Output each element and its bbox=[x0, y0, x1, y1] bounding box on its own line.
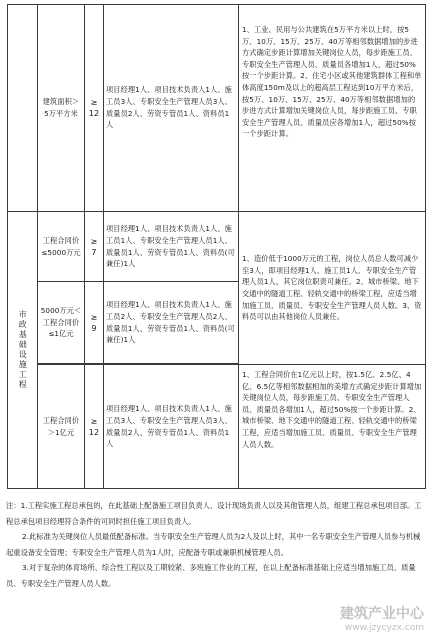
staff-text: 项目经理1人、项目技术负责人1人、施工员3人、专职安全生产管理人员3人、质量员2人、劳资专管员1人、资料员1人 bbox=[106, 404, 232, 449]
staff-text: 项目经理1人、项目技术负责人1人、施工员2人、专职安全生产管理人员2人、质量员1人、劳资专管员1人、资料员(可兼任)1人 bbox=[106, 300, 235, 345]
ge-symbol: ≥ bbox=[90, 236, 98, 246]
staff-cell bbox=[106, 282, 236, 363]
scale-cell bbox=[40, 282, 82, 363]
category-cell bbox=[8, 212, 37, 488]
count-cell bbox=[85, 4, 103, 211]
note-2: 2.此标准为关键岗位人员最低配备标准。当专职安全生产管理人员为2人及以上时，其中一名专职安全生产管理人员参与机械起重设备安全管理；专职安全生产管理人员为1人时，应配备专职或兼职机械管理人员。 bbox=[6, 532, 421, 557]
count-cell bbox=[85, 365, 103, 488]
rule bbox=[238, 4, 239, 489]
ge-symbol: ≥ bbox=[90, 97, 98, 107]
staff-text: 项目经理1人、项目技术负责人1人、施工员1人、专职安全生产管理人员1人、质量员1人、劳资专管员1人、资料员(可兼任)1人 bbox=[106, 224, 235, 269]
rule bbox=[7, 488, 425, 489]
count-cell bbox=[85, 282, 103, 363]
scale-text: 工程合同价≤5000万元 bbox=[41, 235, 81, 257]
remark-text: 1、造价低于1000万元的工程，岗位人员总人数可减少至3人，即项目经理1人、施工员1人、专职安全生产管理人员1人，其它岗位职责可兼任。2、城市桥梁、地下交通中的隧道工程、轻轨交通中的桥梁工程，应适当增加施工员、质量员、专职安全生产管理人员人数。3、资料员可以由其他岗位人员兼任。 bbox=[242, 254, 422, 322]
note-3: 3.对于复杂的体育场所、综合性工程以及工期较紧、多班施工作业的工程，在以上配备标准基础上应适当增加施工员、质量员、专职安全生产管理人员人数。 bbox=[6, 563, 416, 588]
remark-text: 1、工业、民用与公共建筑在5万平方米以上时，按5万、10万、15万、25万、40万等相邻数据增加的步进方式确定步距计算增加关键岗位人员，每步距施工员、专职安全生产管理人员、质量员各增加1人，超过50%按一个步距计算。2、住宅小区或其他建筑群体工程和单体高度150m及以上的超高层工程达到10万平方米后，按5万、10万、15万、25万、40万等相邻数据增加的步进方式计算增加关键岗位人员，每步距施工员、专职安全生产管理人员、质量员应各增加1人，超过50%按一个步距计算。 bbox=[242, 25, 422, 139]
watermark bbox=[340, 607, 424, 635]
staff-cell bbox=[106, 4, 236, 211]
count-number: 9 bbox=[91, 323, 97, 333]
scale-cell bbox=[40, 212, 82, 281]
remark-cell bbox=[242, 212, 422, 364]
rule bbox=[425, 4, 426, 489]
notes-section bbox=[6, 498, 426, 591]
staff-text: 项目经理1人、项目技术负责人1人、施工员3人、专职安全生产管理人员3人、质量员2人、劳资专管员1人、资料员1人 bbox=[106, 85, 232, 130]
note-1: 注：1.工程实施工程总承包的，在此基础上配备施工项目负责人、设计现场负责人以及其他管理人员，组建工程总承包项目部。工程总承包项目经理符合条件的可同时担任施工项目负责人。 bbox=[6, 501, 422, 526]
remark-cell bbox=[242, 369, 422, 487]
ge-symbol: ≥ bbox=[90, 312, 98, 322]
count-number: 12 bbox=[88, 427, 100, 437]
ge-symbol: ≥ bbox=[90, 416, 98, 426]
scale-text: 5000万元＜工程合同价≤1亿元 bbox=[40, 306, 82, 339]
scale-cell bbox=[40, 4, 82, 211]
rule bbox=[103, 4, 104, 489]
rule bbox=[37, 4, 38, 489]
category-text: 市政基础设施工程 bbox=[18, 310, 28, 390]
watermark-name: 建筑产业中心 bbox=[340, 606, 424, 622]
count-cell bbox=[85, 212, 103, 281]
staff-cell bbox=[106, 212, 236, 281]
watermark-url: www.jzycyzx.com bbox=[344, 623, 424, 633]
remark-text: 1、工程合同价在1亿元以上时，按1.5亿、2.5亿、4亿、6.5亿等相邻数据相加的美增方式确定步距计算增加关键岗位人员，每步距施工员、专职安全生产管理人员、质量员各增加1人，超过50%按一个步距计算。2、城市桥梁、地下交通中的隧道工程、轻轨交通中的桥梁工程，应适当增加施工员、质量员、专职安全生产管理人员人数。 bbox=[242, 370, 422, 449]
count-number: 12 bbox=[88, 108, 100, 118]
staff-cell bbox=[106, 365, 236, 488]
scale-cell bbox=[40, 365, 82, 488]
count-number: 7 bbox=[91, 247, 97, 257]
scale-text: 建筑面积＞5万平方米 bbox=[42, 96, 80, 118]
remark-cell bbox=[242, 24, 422, 210]
scale-text: 工程合同价＞1亿元 bbox=[42, 415, 80, 437]
